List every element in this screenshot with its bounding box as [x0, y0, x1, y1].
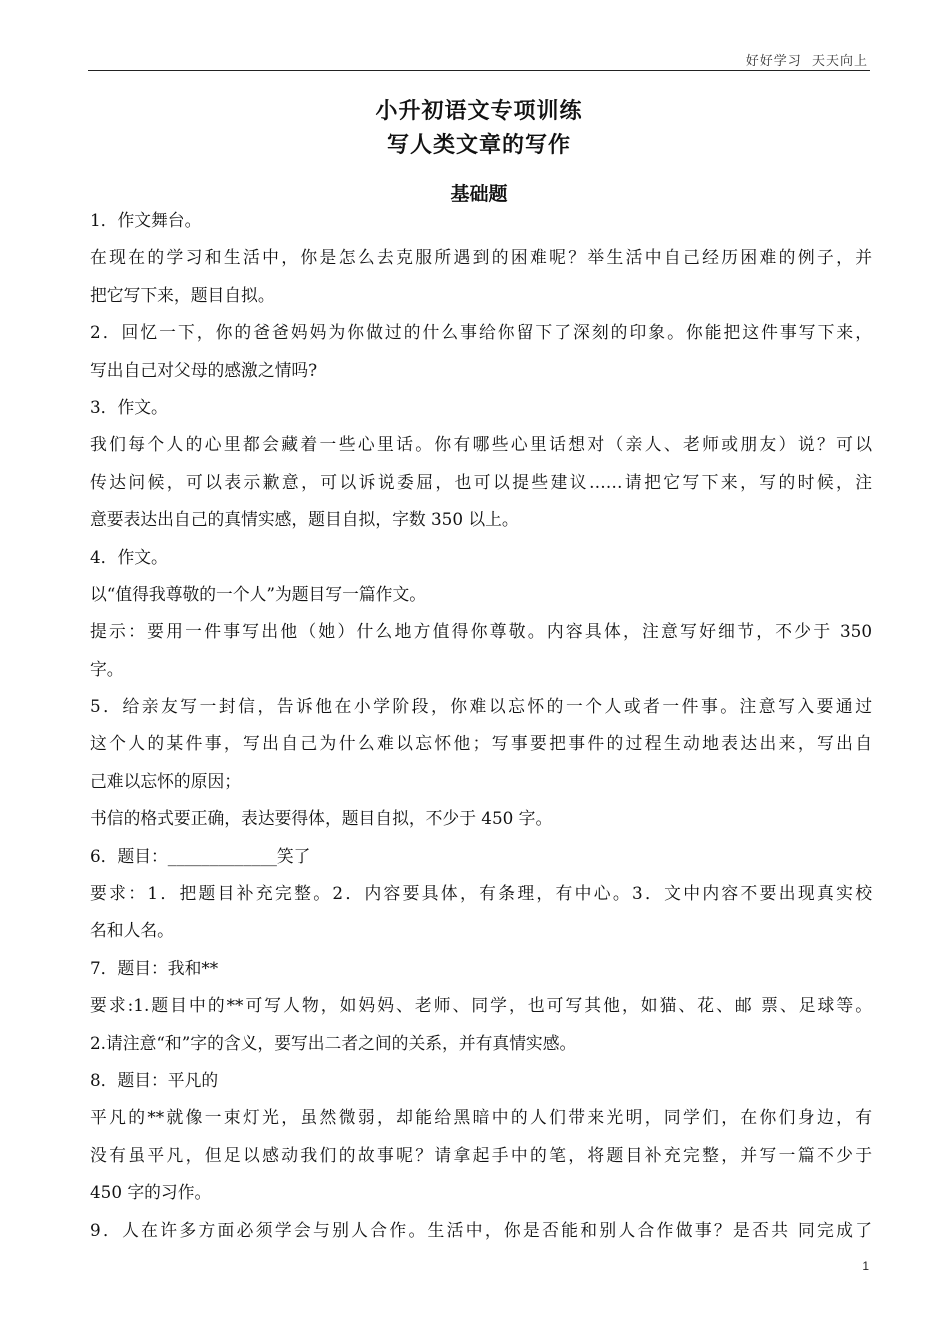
- text-line: 要求：1．把题目补充完整。2．内容要具体，有条理，有中心。3．文中内容不要出现真实校: [90, 883, 872, 904]
- document-title: 小升初语文专项训练: [375, 99, 583, 124]
- question-8-heading: 8．题目：平凡的: [90, 1069, 219, 1090]
- question-2-line: 2．回忆一下，你的爸爸妈妈为你做过的什么事给你留下了深刻的印象。你能把这件事写下来，: [90, 322, 872, 343]
- text-line: 没有虽平凡，但足以感动我们的故事呢？请拿起手中的笔，将题目补充完整，并写一篇不少于: [90, 1144, 872, 1165]
- text-line: 要求:1.题目中的**可写人物，如妈妈、老师、同学，也可写其他，如猫、花、邮 票、足球等。: [90, 995, 872, 1016]
- text-line: 平凡的**就像一束灯光，虽然微弱，却能给黑暗中的人们带来光明，同学们，在你们身边，有: [90, 1107, 872, 1128]
- question-4-heading: 4．作文。: [90, 546, 168, 567]
- document-subtitle: 写人类文章的写作: [386, 133, 571, 158]
- text-line: 传达问候，可以表示歉意，可以诉说委屈，也可以提些建议……请把它写下来，写的时候，注: [90, 471, 872, 492]
- text-line: 这个人的某件事，写出自己为什么难以忘怀他；写事要把事件的过程生动地表达出来，写出自: [90, 733, 872, 754]
- question-7-heading: 7．题目：我和**: [90, 957, 219, 978]
- text-line: 450 字的习作。: [90, 1182, 212, 1203]
- text-line: 在现在的学习和生活中，你是怎么去克服所遇到的困难呢？举生活中自己经历困难的例子，并: [90, 247, 872, 268]
- text-line: 意要表达出自己的真情实感，题目自拟，字数 350 以上。: [90, 509, 519, 530]
- text-line: 名和人名。: [90, 920, 174, 941]
- header-divider: [88, 70, 870, 71]
- text-line: 写出自己对父母的感激之情吗?: [90, 359, 318, 380]
- question-3-heading: 3．作文。: [90, 396, 168, 417]
- question-6-heading: 6．题目：_____________笑了: [90, 845, 311, 866]
- question-9-line: 9．人在许多方面必须学会与别人合作。生活中，你是否能和别人合作做事？是否共 同完成了: [90, 1219, 872, 1240]
- body-text: [90, 202, 872, 1249]
- text-line: 书信的格式要正确，表达要得体，题目自拟，不少于 450 字。: [90, 808, 553, 829]
- text-line: 己难以忘怀的原因；: [90, 770, 242, 791]
- text-line: 我们每个人的心里都会藏着一些心里话。你有哪些心里话想对（亲人、老师或朋友）说？可以: [90, 434, 872, 455]
- text-line: 提示：要用一件事写出他（她）什么地方值得你尊敬。内容具体，注意写好细节，不少于 350: [90, 621, 872, 642]
- section-heading: 基础题: [450, 183, 508, 205]
- running-header: 好好学习 天天向上: [745, 54, 868, 69]
- text-line: 以“值得我尊敬的一个人”为题目写一篇作文。: [90, 583, 427, 604]
- text-line: 2.请注意“和”字的含义，要写出二者之间的关系，并有真情实感。: [90, 1032, 577, 1053]
- text-line: 字。: [90, 658, 124, 679]
- question-5-line: 5．给亲友写一封信，告诉他在小学阶段，你难以忘怀的一个人或者一件事。注意写入要通过: [90, 696, 872, 717]
- text-line: 把它写下来，题目自拟。: [90, 284, 275, 305]
- page-number: 1: [862, 1259, 869, 1273]
- question-1-heading: 1．作文舞台。: [90, 210, 202, 230]
